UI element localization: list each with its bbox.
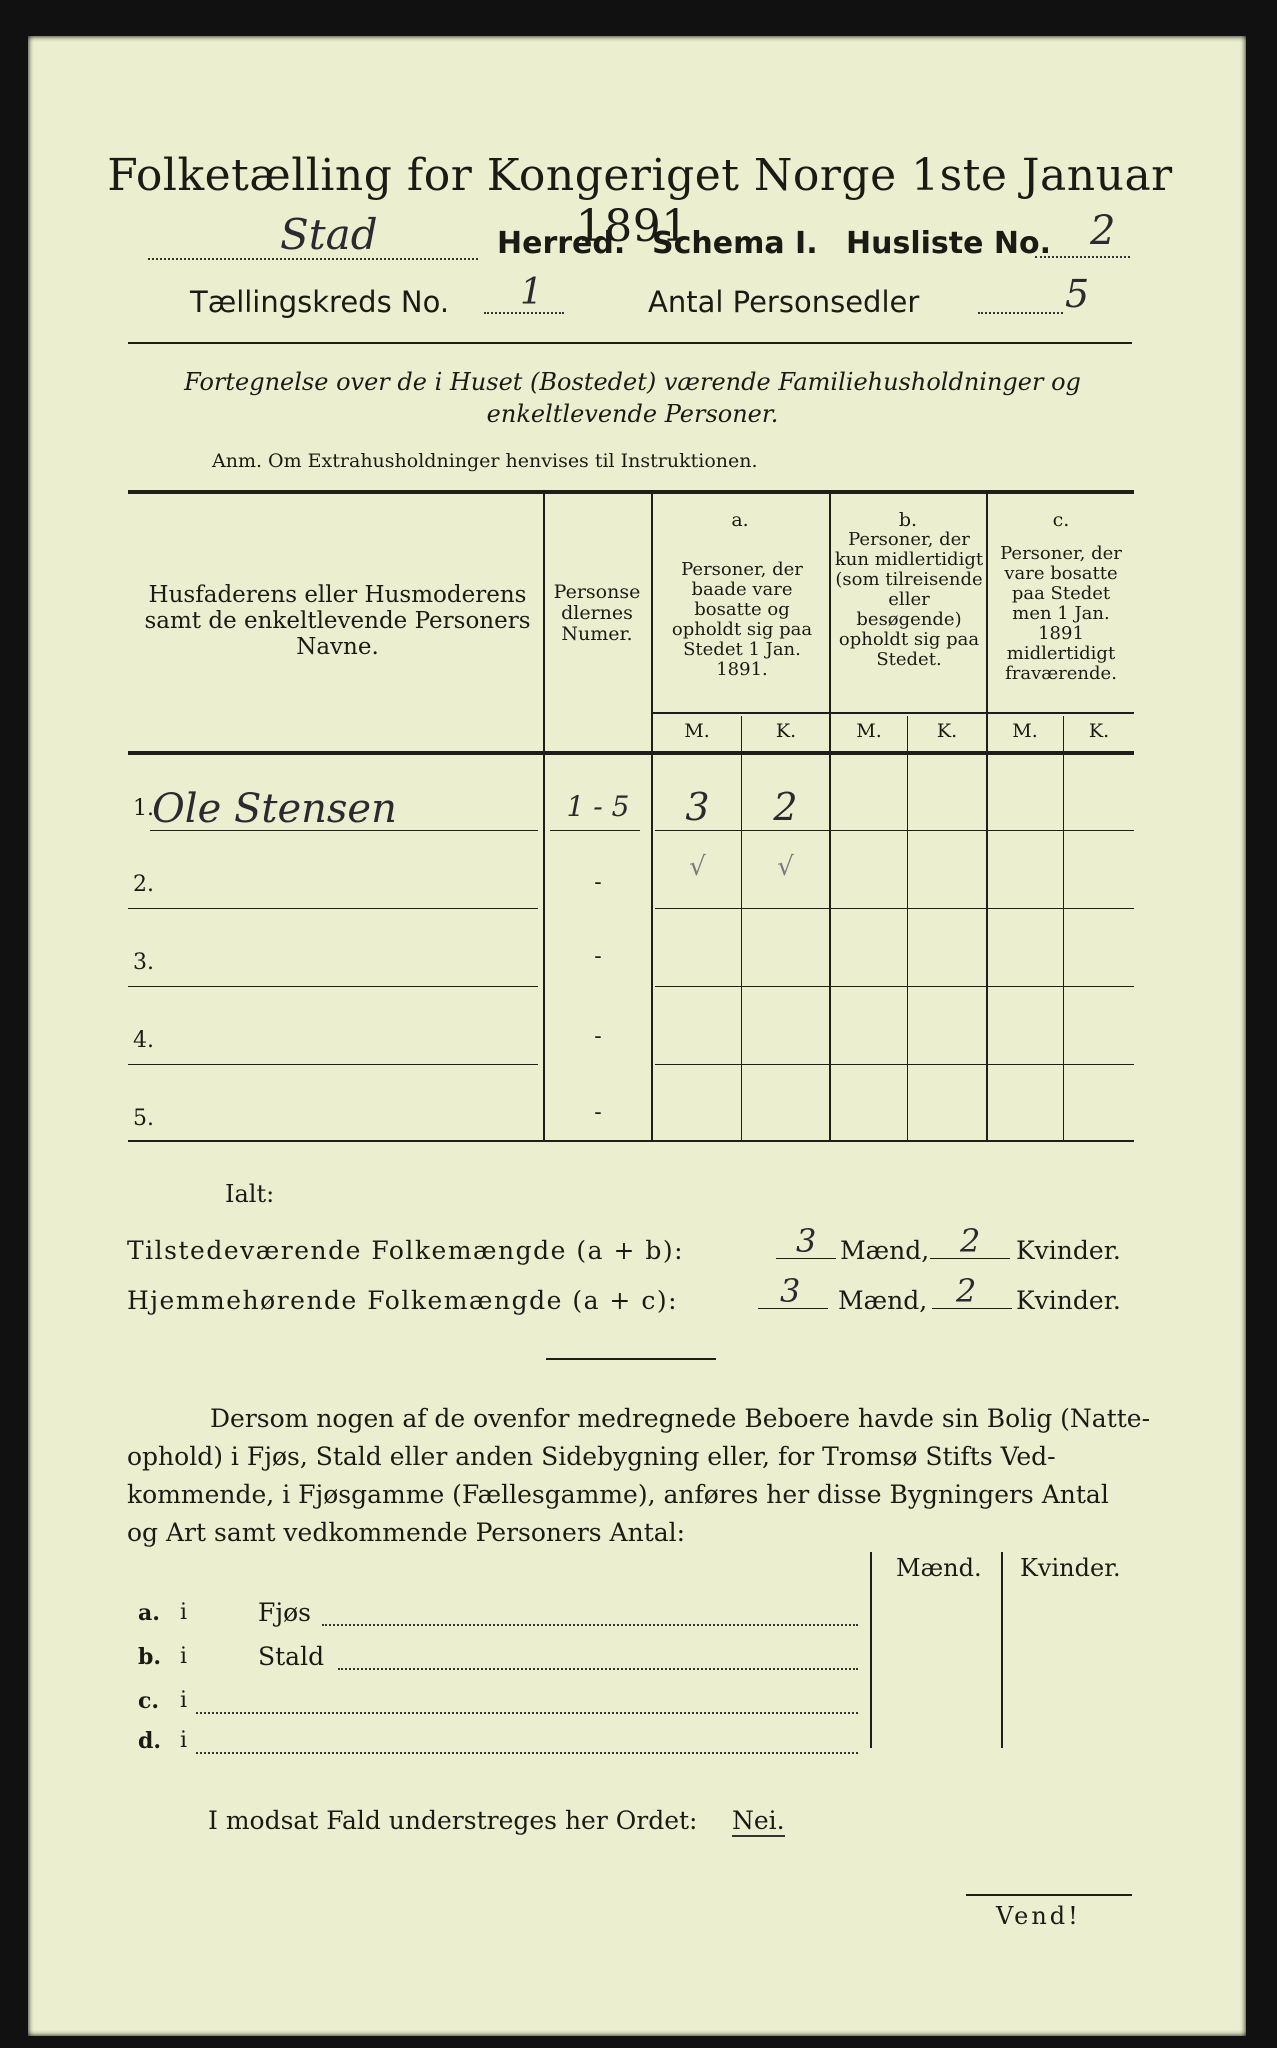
names-col-header: Husfaderens eller Husmoderens samt de enkeltlevende Personers Navne. (144, 582, 531, 660)
building-letter: b. (138, 1644, 162, 1670)
col-divider-2 (651, 494, 653, 1140)
col-b-letter: b. (898, 509, 918, 531)
row-rule (150, 830, 538, 831)
row-a-m: 3 (685, 785, 710, 829)
ialt-label: Ialt: (225, 1180, 275, 1208)
intro-text: Fortegnelse over de i Huset (Bostedet) værende Familiehusholdninger og enkeltlevende Personer. (184, 368, 1081, 428)
husliste-dotline (1035, 256, 1130, 258)
row-rule (655, 986, 1134, 987)
buildings-para-line3: kommende, i Fjøsgamme (Fællesgamme), anføres her disse Bygningers Antal (127, 1480, 1109, 1509)
nei-word: Nei. (732, 1806, 785, 1835)
col-divider-3 (829, 494, 831, 1140)
form-title: Folketælling for Kongeriget Norge 1ste Januar 1891. (107, 150, 1173, 252)
vend-label: Vend! (996, 1902, 1081, 1930)
col-c-letter: c. (1052, 509, 1070, 531)
b-k-label: K. (936, 720, 958, 742)
row-number: 4. (133, 1028, 154, 1053)
building-label: Stald (258, 1642, 325, 1671)
numer-col-header: Personsedlernes Numer. (553, 581, 641, 645)
building-i: i (180, 1688, 188, 1713)
hjem-kvinder-value: 2 (956, 1272, 977, 1310)
anm-note: Anm. Om Extrahusholdninger henvises til Instruktionen. (212, 450, 758, 472)
tilst-kvinder-value: 2 (960, 1222, 981, 1260)
building-dotline (196, 1712, 858, 1714)
building-i: i (180, 1644, 188, 1669)
buildings-kvinder-head: Kvinder. (1020, 1554, 1121, 1582)
row-rule (655, 1064, 1134, 1065)
tilst-maend-word: Mænd, (840, 1236, 930, 1265)
hjem-maend-value: 3 (780, 1272, 801, 1310)
antal-label: Antal Personsedler (648, 285, 920, 319)
table-top-rule (128, 490, 1134, 494)
row-a-m: √ (689, 852, 706, 882)
buildings-para-line4: og Art samt vedkommende Personers Antal: (127, 1518, 686, 1547)
buildings-maend-head: Mænd. (896, 1554, 982, 1582)
col-a-header: Personer, der baade vare bosatte og opholdt sig paa Stedet 1 Jan. 1891. (671, 559, 813, 680)
buildings-col-divider-1 (870, 1552, 872, 1748)
building-letter: a. (138, 1600, 160, 1626)
col-divider-a (741, 716, 742, 1140)
row-number: 1. (133, 796, 154, 821)
mk-rule (652, 712, 1134, 714)
row-rule (655, 908, 1134, 909)
vend-rule (966, 1894, 1132, 1896)
tilst-maend-value: 3 (796, 1222, 817, 1260)
header-rule (128, 342, 1132, 344)
antal-value: 5 (1065, 272, 1090, 316)
row-number: 3. (133, 950, 154, 975)
b-m-label: M. (856, 720, 882, 742)
col-b-header: Personer, der kun midlertidigt (som tilreisende eller besøgende) opholdt sig paa Stedet. (834, 529, 984, 670)
antal-dotline (978, 312, 1063, 314)
kreds-value: 1 (520, 272, 543, 313)
hjem-label: Hjemmehørende Folkemængde (a + c): (127, 1286, 678, 1315)
col-divider-1 (543, 494, 545, 1140)
tilst-label: Tilstedeværende Folkemængde (a + b): (127, 1236, 685, 1265)
building-label: Fjøs (258, 1598, 311, 1627)
row-numer: - (594, 1024, 602, 1049)
husliste-value: 2 (1090, 208, 1116, 254)
row-rule (128, 908, 538, 909)
buildings-para-line2: ophold) i Fjøs, Stald eller anden Sidebygning eller, for Tromsø Stifts Ved- (127, 1442, 1056, 1471)
col-divider-c (1063, 716, 1064, 1140)
col-divider-b (907, 716, 908, 1140)
tilst-kvinder-word: Kvinder. (1016, 1236, 1121, 1265)
buildings-para-line1: Dersom nogen af de ovenfor medregnede Beboere havde sin Bolig (Natte- (210, 1404, 1151, 1433)
a-m-label: M. (684, 720, 710, 742)
col-c-header: Personer, der vare bosatte paa Stedet men 1 Jan. 1891 midlertidigt fraværende. (1000, 543, 1122, 684)
row-rule (655, 830, 1134, 831)
building-dotline (322, 1624, 858, 1626)
building-i: i (180, 1728, 188, 1753)
row-name: Ole Stensen (152, 786, 397, 832)
c-k-label: K. (1088, 720, 1110, 742)
col-divider-4 (986, 494, 988, 1140)
buildings-col-divider-2 (1001, 1552, 1003, 1748)
row-number: 5. (133, 1106, 154, 1131)
c-m-label: M. (1012, 720, 1038, 742)
row-rule (128, 986, 538, 987)
row-a-k: 2 (773, 785, 798, 829)
table-header-rule (128, 751, 1134, 755)
hjem-maend-word: Mænd, (838, 1286, 928, 1315)
herred-value: Stad (280, 210, 378, 259)
herred-label: Herred. (497, 226, 626, 261)
hjem-kvinder-word: Kvinder. (1016, 1286, 1121, 1315)
row-numer: - (594, 870, 602, 895)
building-i: i (180, 1600, 188, 1625)
row-rule (128, 1064, 538, 1065)
kreds-label: Tællingskreds No. (190, 285, 450, 319)
row-numer: 1 - 5 (566, 790, 630, 823)
row-numer: - (594, 944, 602, 969)
a-k-label: K. (775, 720, 797, 742)
building-letter: c. (138, 1688, 160, 1714)
row-rule (550, 830, 640, 831)
husliste-label: Husliste No. (846, 226, 1051, 261)
row-numer: - (594, 1100, 602, 1125)
building-letter: d. (138, 1728, 162, 1754)
section-divider (546, 1358, 716, 1360)
row-number: 2. (133, 872, 154, 897)
building-dotline (338, 1668, 858, 1670)
row-a-k: √ (777, 852, 794, 882)
table-bottom-rule (128, 1140, 1134, 1142)
building-dotline (196, 1752, 858, 1754)
schema-label: Schema I. (652, 226, 818, 261)
modsat-text: I modsat Fald understreges her Ordet: (208, 1806, 698, 1835)
col-a-letter: a. (731, 509, 749, 531)
